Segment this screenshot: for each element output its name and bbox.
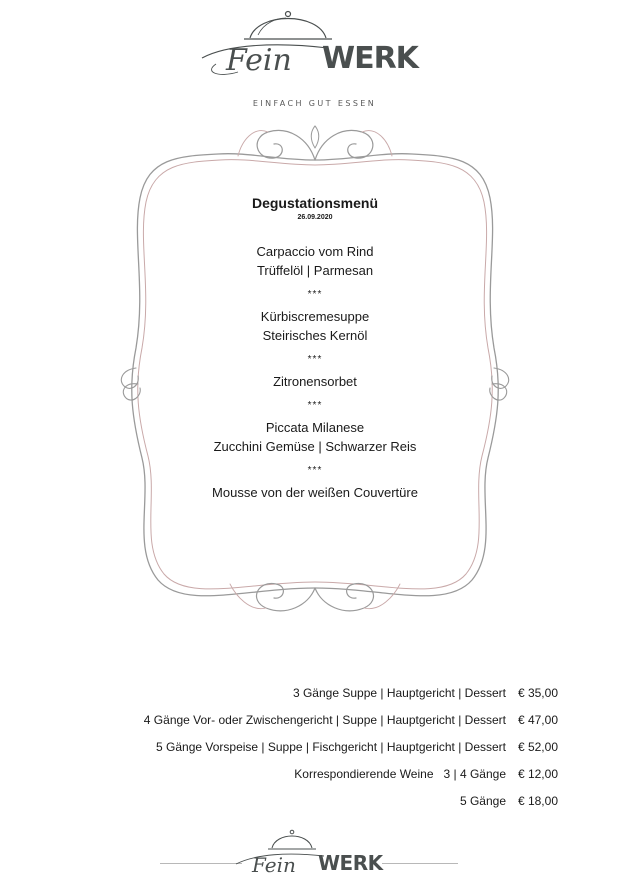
course-separator: *** <box>307 465 323 476</box>
course-1-name: Carpaccio vom Rind <box>256 244 374 259</box>
price-value: € 47,00 <box>517 713 558 727</box>
price-value: € 35,00 <box>517 686 558 700</box>
price-description: 5 Gänge <box>459 794 506 808</box>
course-4-detail: Zucchini Gemüse | Schwarzer Reis <box>213 439 417 454</box>
price-description: 4 Gänge Vor- oder Zwischengericht | Suppe | Hauptgericht | Dessert <box>143 713 506 727</box>
price-row <box>38 734 558 761</box>
cloche-icon <box>244 12 332 40</box>
course-separator: *** <box>307 289 323 300</box>
price-description: 5 Gänge Vorspeise | Suppe | Fischgericht | Hauptgericht | Dessert <box>156 740 506 754</box>
menu-title: Degustationsmenü <box>251 195 378 211</box>
course-4-name: Piccata Milanese <box>265 420 365 435</box>
price-row <box>38 680 558 707</box>
logo-bold-text: WERK <box>322 41 418 76</box>
course-2 <box>148 307 482 345</box>
price-row <box>38 707 558 734</box>
feinwerk-footer-logo <box>232 828 390 880</box>
course-2-name: Kürbiscremesuppe <box>260 309 370 324</box>
price-value: € 18,00 <box>517 794 558 808</box>
price-value: € 12,00 <box>517 767 558 781</box>
footer-divider-right <box>382 863 458 864</box>
course-1-detail: Trüffelöl | Parmesan <box>256 263 374 278</box>
footer-logo-script-text: Fein <box>252 853 296 877</box>
cloche-icon <box>268 830 316 849</box>
footer-logo-bold-text: WERK <box>318 851 383 875</box>
menu-date: 26.09.2020 <box>297 214 333 221</box>
price-list <box>38 680 558 815</box>
course-5-name: Mousse von der weißen Couvertüre <box>212 485 418 500</box>
course-separator: *** <box>307 354 323 365</box>
price-row <box>38 761 558 788</box>
course-1 <box>148 242 482 280</box>
price-description: Korrespondierende Weine 3 | 4 Gänge <box>294 767 506 781</box>
footer-divider-left <box>160 863 242 864</box>
course-4 <box>148 418 482 456</box>
feinwerk-logo <box>198 8 422 80</box>
course-5 <box>148 483 482 502</box>
logo-script-text: Fein <box>226 43 292 78</box>
course-2-detail: Steirisches Kernöl <box>262 328 368 343</box>
price-row <box>38 788 558 815</box>
price-value: € 52,00 <box>517 740 558 754</box>
price-description: 3 Gänge Suppe | Hauptgericht | Dessert <box>292 686 506 700</box>
course-3-name: Zitronensorbet <box>273 374 357 389</box>
course-separator: *** <box>307 400 323 411</box>
course-3 <box>148 372 482 391</box>
menu-content <box>148 193 482 502</box>
tagline: EINFACH GUT ESSEN <box>252 99 377 108</box>
